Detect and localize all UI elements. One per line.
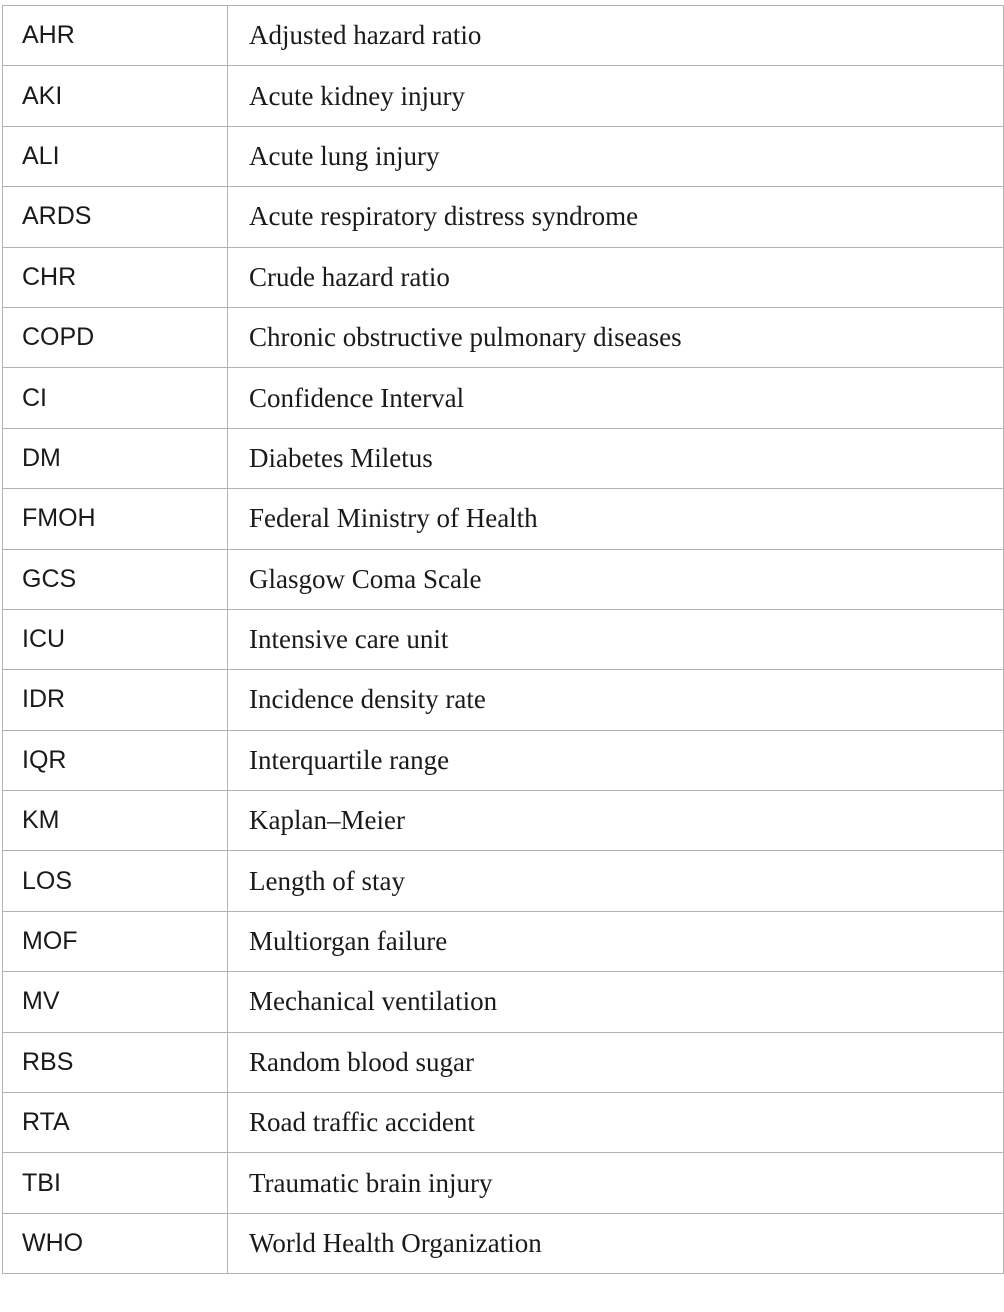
table-row bbox=[3, 730, 1004, 790]
abbreviation-cell: RBS bbox=[3, 1032, 228, 1092]
definition-cell: Random blood sugar bbox=[228, 1032, 1004, 1092]
abbreviation-cell: CHR bbox=[3, 247, 228, 307]
table-row bbox=[3, 791, 1004, 851]
table-row bbox=[3, 6, 1004, 66]
table-row bbox=[3, 368, 1004, 428]
abbreviation-cell: ICU bbox=[3, 609, 228, 669]
abbreviation-cell: MOF bbox=[3, 911, 228, 971]
table-row bbox=[3, 1032, 1004, 1092]
abbreviation-cell: KM bbox=[3, 791, 228, 851]
table-row bbox=[3, 1213, 1004, 1273]
definition-cell: Length of stay bbox=[228, 851, 1004, 911]
definition-cell: Acute lung injury bbox=[228, 126, 1004, 186]
abbreviation-cell: WHO bbox=[3, 1213, 228, 1273]
abbreviation-cell: DM bbox=[3, 428, 228, 488]
abbreviation-cell: GCS bbox=[3, 549, 228, 609]
table-row bbox=[3, 911, 1004, 971]
table-row bbox=[3, 1093, 1004, 1153]
table-row bbox=[3, 489, 1004, 549]
definition-cell: Road traffic accident bbox=[228, 1093, 1004, 1153]
abbreviation-cell: IQR bbox=[3, 730, 228, 790]
table-row bbox=[3, 851, 1004, 911]
definition-cell: World Health Organization bbox=[228, 1213, 1004, 1273]
definition-cell: Acute respiratory distress syndrome bbox=[228, 187, 1004, 247]
abbreviation-cell: FMOH bbox=[3, 489, 228, 549]
table-row bbox=[3, 187, 1004, 247]
definition-cell: Crude hazard ratio bbox=[228, 247, 1004, 307]
definition-cell: Incidence density rate bbox=[228, 670, 1004, 730]
abbreviation-cell: ALI bbox=[3, 126, 228, 186]
definition-cell: Federal Ministry of Health bbox=[228, 489, 1004, 549]
abbreviation-cell: CI bbox=[3, 368, 228, 428]
abbreviation-cell: LOS bbox=[3, 851, 228, 911]
definition-cell: Intensive care unit bbox=[228, 609, 1004, 669]
table-row bbox=[3, 307, 1004, 367]
definition-cell: Kaplan–Meier bbox=[228, 791, 1004, 851]
abbreviation-cell: AHR bbox=[3, 6, 228, 66]
table-row bbox=[3, 428, 1004, 488]
definition-cell: Chronic obstructive pulmonary diseases bbox=[228, 307, 1004, 367]
abbreviation-cell: ARDS bbox=[3, 187, 228, 247]
table-row bbox=[3, 609, 1004, 669]
definition-cell: Diabetes Miletus bbox=[228, 428, 1004, 488]
abbreviation-cell: COPD bbox=[3, 307, 228, 367]
abbreviation-cell: IDR bbox=[3, 670, 228, 730]
definition-cell: Adjusted hazard ratio bbox=[228, 6, 1004, 66]
table-row bbox=[3, 66, 1004, 126]
abbreviation-cell: MV bbox=[3, 972, 228, 1032]
abbreviation-cell: RTA bbox=[3, 1093, 228, 1153]
abbreviation-cell: TBI bbox=[3, 1153, 228, 1213]
definition-cell: Glasgow Coma Scale bbox=[228, 549, 1004, 609]
table-row bbox=[3, 670, 1004, 730]
table-row bbox=[3, 549, 1004, 609]
table-row bbox=[3, 972, 1004, 1032]
abbreviations-table bbox=[2, 5, 1004, 1274]
definition-cell: Mechanical ventilation bbox=[228, 972, 1004, 1032]
abbreviation-cell: AKI bbox=[3, 66, 228, 126]
definition-cell: Multiorgan failure bbox=[228, 911, 1004, 971]
definition-cell: Confidence Interval bbox=[228, 368, 1004, 428]
table-row bbox=[3, 1153, 1004, 1213]
definition-cell: Interquartile range bbox=[228, 730, 1004, 790]
definition-cell: Acute kidney injury bbox=[228, 66, 1004, 126]
abbreviations-table-body bbox=[3, 6, 1004, 1274]
table-row bbox=[3, 126, 1004, 186]
definition-cell: Traumatic brain injury bbox=[228, 1153, 1004, 1213]
table-row bbox=[3, 247, 1004, 307]
